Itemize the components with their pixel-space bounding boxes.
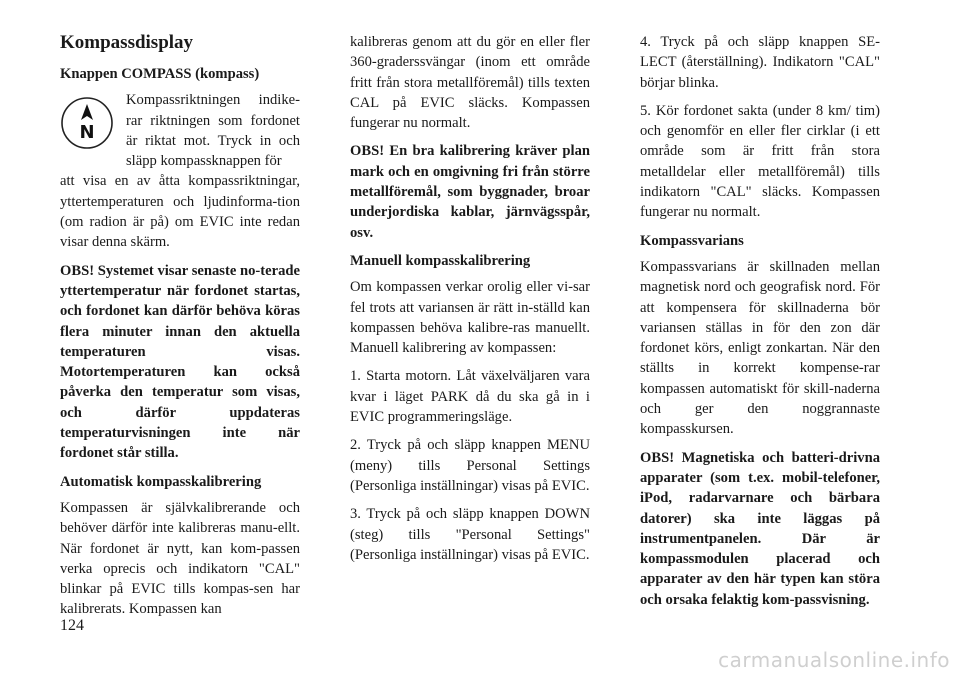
column-3 <box>640 32 880 618</box>
compass-intro-text: Kompassriktningen indike-rar riktningen som fordonet är riktat mot. Tryck in och släpp kompassknappen för <box>126 92 300 170</box>
compass-button-icon <box>60 90 126 156</box>
column-2 <box>350 32 590 573</box>
auto-calibration-text: Kompassen är självkalibrerande och behöver därför inte kalibreras manu-ellt. När fordonet är nytt, kan kom-passen verka oprecis och indikatorn "CAL" blinkar på EVIC tills kompas-sen har kalibrerats. Kompassen kan <box>60 499 300 618</box>
step-2: 2. Tryck på och släpp knappen MENU (meny) tills Personal Settings (Personliga inställningar) visas på EVIC. <box>350 437 590 494</box>
compass-button-heading: Knappen COMPASS (kompass) <box>60 66 260 82</box>
note-temperature: OBS! Systemet visar senaste no-terade yttertemperatur när fordonet startas, och fordonet kan därför behöva köras flera minuter innan den aktuella temperaturen visas. Motortemperaturen kan också påverka den temperatur som visas, och därför uppdateras temperaturvisningen inte när fordonet står stilla. <box>60 262 300 462</box>
note-calibration: OBS! En bra kalibrering kräver plan mark och en omgivning fri från större metallföremål, som byggnader, broar underjordiska kablar, järnvägsspår, osv. <box>350 143 590 241</box>
page-number: 124 <box>60 617 84 634</box>
note-magnetic: OBS! Magnetiska och batteri-drivna apparater (som t.ex. mobil-telefoner, iPod, radarvarnare och bärbara datorer) ska inte läggas på instrumentpanelen. Där är kompassmodulen placerad och apparater av den här typen kan störa och orsaka felaktig kom-passvisning. <box>640 449 880 608</box>
manual-calibration-heading: Manuell kompasskalibrering <box>350 252 531 269</box>
compass-paragraph: att visa en av åtta kompassriktningar, yttertemperaturen och ljudinforma-tion (om radion är på) om EVIC inte redan visar denna skärm. <box>60 173 300 251</box>
auto-calibration-heading: Automatisk kompasskalibrering <box>60 473 262 490</box>
step-5: 5. Kör fordonet sakta (under 8 km/ tim) och genomför en eller fler cirklar (i ett område som är fritt från stora metalldelar eller metallföremål) tills indikatorn "CAL" släcks. Kompassen fungerar nu normalt. <box>640 102 880 221</box>
step-3: 3. Tryck på och släpp knappen DOWN (steg) tills "Personal Settings" (Personliga inställningar) visas på EVIC. <box>350 506 590 563</box>
section-title: Kompassdisplay <box>60 32 194 53</box>
variance-heading: Kompassvarians <box>640 232 744 249</box>
step-1: 1. Starta motorn. Låt växelväljaren vara kvar i läget PARK då du ska gå in i EVIC programmeringsläge. <box>350 368 590 426</box>
calibration-continued: kalibreras genom att du gör en eller fler 360-graderssvängar (inom ett område fritt från stora metallföremål) tills texten CAL på EVIC släcks. Kompassen fungerar nu normalt. <box>350 34 590 132</box>
compass-icon-letter: N <box>79 122 95 144</box>
manual-calibration-text: Om kompassen verkar orolig eller vi-sar fel trots att variansen är rätt in-ställd kan kompassen behöva kalibre-ras manuellt. Manuell kalibrering av kompassen: <box>350 279 590 357</box>
step-4: 4. Tryck på och släpp knappen SE-LECT (återställning). Indikatorn "CAL" börjar blinka. <box>640 34 880 91</box>
watermark: carmanualsonline.info <box>718 648 950 672</box>
variance-text: Kompassvarians är skillnaden mellan magnetisk nord och geografisk nord. För att kompensera för skillnaderna bör variansen ställas in för den zon där fordonet körs, enligt zonkartan. När den ställts in korrekt kompense-rar kompassen automatiskt för skill-naderna och ger den noggrannaste kompasskursen. <box>640 258 880 438</box>
column-1 <box>60 32 300 628</box>
compass-intro-row <box>60 90 300 171</box>
